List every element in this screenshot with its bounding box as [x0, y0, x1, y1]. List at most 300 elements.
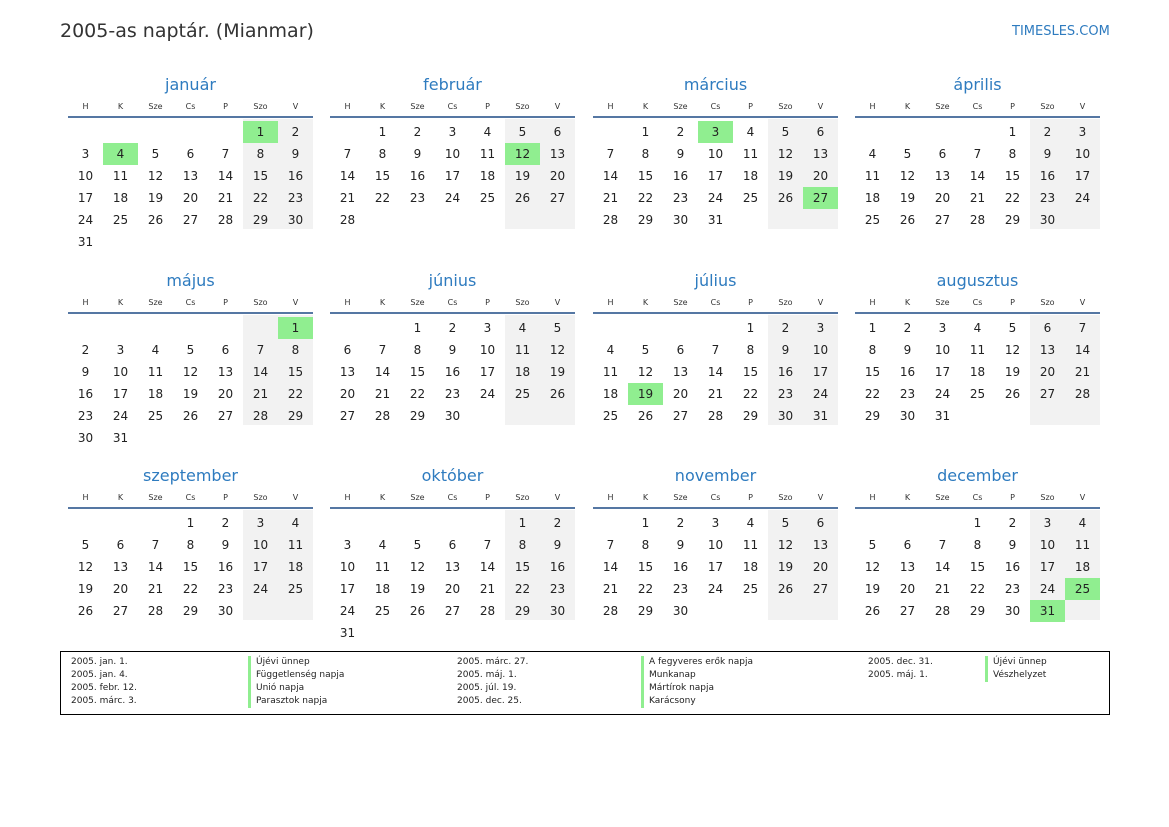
day-cell: 17: [812, 365, 829, 379]
day-cell: 5: [518, 125, 527, 139]
day-cell: 11: [374, 560, 391, 574]
day-cell: 3: [81, 147, 90, 161]
day-cell: 13: [1039, 343, 1056, 357]
day-cell: 24: [339, 604, 356, 618]
day-cell: 29: [742, 409, 759, 423]
month-name: május: [166, 271, 215, 290]
weekday-label: Sze: [410, 102, 425, 111]
month-name: március: [683, 75, 748, 94]
day-cell: 11: [147, 365, 164, 379]
day-cell: 5: [151, 147, 160, 161]
holiday-day-cell: 3: [698, 121, 733, 143]
day-cell: 18: [514, 365, 531, 379]
day-cell: 15: [637, 169, 654, 183]
day-cell: 29: [1004, 213, 1021, 227]
day-cell: 29: [409, 409, 426, 423]
day-cell: 18: [112, 191, 129, 205]
day-cell: 30: [217, 604, 234, 618]
weekday-label: Cs: [710, 298, 721, 307]
day-cell: 5: [553, 321, 562, 335]
weekday-label: Szo: [1040, 102, 1055, 111]
day-cell: 10: [707, 538, 724, 552]
weekday-label: Sze: [673, 102, 688, 111]
day-cell: 14: [1074, 343, 1091, 357]
day-cell: 16: [1039, 169, 1056, 183]
day-cell: 7: [151, 538, 160, 552]
day-cell: 15: [637, 560, 654, 574]
day-cell: 27: [899, 604, 916, 618]
weekday-label: V: [817, 102, 824, 111]
day-cell: 29: [969, 604, 986, 618]
weekday-label: P: [748, 102, 753, 111]
day-cell: 14: [707, 365, 724, 379]
weekday-label: K: [904, 493, 911, 502]
weekday-label: K: [642, 493, 649, 502]
weekday-label: V: [292, 102, 299, 111]
day-cell: 21: [374, 387, 391, 401]
day-cell: 7: [606, 147, 615, 161]
day-cell: 2: [448, 321, 457, 335]
day-cell: 5: [186, 343, 195, 357]
day-cell: 17: [707, 560, 724, 574]
day-cell: 18: [1074, 560, 1091, 574]
day-cell: 17: [252, 560, 269, 574]
weekday-label: Cs: [185, 493, 196, 502]
day-cell: 21: [969, 191, 986, 205]
day-cell: 30: [444, 409, 461, 423]
weekday-label: Szo: [515, 493, 530, 502]
day-cell: 18: [287, 560, 304, 574]
legend-dates-col2: [457, 656, 528, 708]
weekday-label: Sze: [410, 493, 425, 502]
day-cell: 25: [864, 213, 881, 227]
weekday-label: Cs: [710, 102, 721, 111]
day-cell: 22: [1004, 191, 1021, 205]
day-cell: 28: [934, 604, 951, 618]
day-cell: 30: [899, 409, 916, 423]
day-cell: 20: [1039, 365, 1056, 379]
legend-holiday-name: Mártírok napja: [641, 682, 753, 695]
day-cell: 20: [812, 560, 829, 574]
month-divider: [68, 312, 313, 314]
weekday-label: P: [748, 298, 753, 307]
day-cell: 22: [742, 387, 759, 401]
holiday-day-cell: 31: [1030, 600, 1065, 622]
weekday-label: V: [1079, 298, 1086, 307]
weekday-label: Sze: [673, 298, 688, 307]
day-cell: 24: [479, 387, 496, 401]
legend-dates-col1: [71, 656, 137, 708]
day-cell: 1: [641, 125, 650, 139]
day-cell: 21: [707, 387, 724, 401]
day-cell: 30: [777, 409, 794, 423]
day-cell: 30: [1039, 213, 1056, 227]
day-cell: 16: [549, 560, 566, 574]
weekday-label: V: [554, 298, 561, 307]
legend-holiday-name: Újévi ünnep: [248, 656, 344, 669]
day-cell: 17: [707, 169, 724, 183]
day-cell: 1: [186, 516, 195, 530]
day-cell: 12: [409, 560, 426, 574]
day-cell: 12: [549, 343, 566, 357]
day-cell: 26: [77, 604, 94, 618]
weekday-label: Cs: [447, 102, 458, 111]
day-cell: 11: [112, 169, 129, 183]
day-cell: 28: [479, 604, 496, 618]
day-cell: 22: [182, 582, 199, 596]
legend-names-col2: [641, 656, 753, 708]
day-cell: 20: [672, 387, 689, 401]
day-cell: 15: [182, 560, 199, 574]
day-cell: 12: [777, 147, 794, 161]
holiday-day-cell: 1: [243, 121, 278, 143]
day-cell: 11: [602, 365, 619, 379]
day-cell: 13: [444, 560, 461, 574]
weekday-label: H: [82, 102, 89, 111]
day-cell: 8: [641, 538, 650, 552]
legend-date: 2005. dec. 31.: [868, 657, 933, 667]
day-cell: 25: [514, 387, 531, 401]
day-cell: 6: [448, 538, 457, 552]
day-cell: 7: [378, 343, 387, 357]
day-cell: 18: [969, 365, 986, 379]
day-cell: 29: [637, 604, 654, 618]
day-cell: 29: [864, 409, 881, 423]
day-cell: 30: [672, 213, 689, 227]
day-cell: 8: [291, 343, 300, 357]
day-cell: 4: [606, 343, 615, 357]
day-cell: 3: [256, 516, 265, 530]
day-cell: 28: [147, 604, 164, 618]
weekday-header: [68, 493, 313, 505]
day-cell: 18: [374, 582, 391, 596]
day-cell: 11: [287, 538, 304, 552]
day-cell: 21: [217, 191, 234, 205]
month-divider: [330, 312, 575, 314]
weekday-header: [855, 493, 1100, 505]
day-cell: 2: [81, 343, 90, 357]
month-name: december: [937, 466, 1018, 485]
weekday-header: [68, 102, 313, 114]
weekday-label: K: [379, 493, 386, 502]
day-cell: 3: [816, 321, 825, 335]
day-cell: 12: [77, 560, 94, 574]
day-cell: 13: [182, 169, 199, 183]
day-cell: 19: [777, 169, 794, 183]
day-cell: 12: [147, 169, 164, 183]
day-cell: 31: [934, 409, 951, 423]
day-cell: 22: [252, 191, 269, 205]
day-cell: 12: [777, 538, 794, 552]
weekday-label: P: [223, 102, 228, 111]
month-name: január: [165, 75, 216, 94]
day-cell: 25: [742, 191, 759, 205]
day-cell: 16: [672, 560, 689, 574]
day-cell: 10: [479, 343, 496, 357]
day-cell: 17: [112, 387, 129, 401]
weekday-header: [330, 493, 575, 505]
day-cell: 16: [444, 365, 461, 379]
day-cell: 20: [182, 191, 199, 205]
day-cell: 10: [934, 343, 951, 357]
weekday-label: Szo: [778, 298, 793, 307]
day-cell: 30: [549, 604, 566, 618]
day-cell: 21: [1074, 365, 1091, 379]
day-cell: 12: [899, 169, 916, 183]
day-cell: 28: [602, 213, 619, 227]
day-cell: 15: [1004, 169, 1021, 183]
day-cell: 29: [514, 604, 531, 618]
weekday-label: Sze: [935, 102, 950, 111]
day-cell: 2: [221, 516, 230, 530]
holiday-day-cell: 19: [628, 383, 663, 405]
day-cell: 2: [781, 321, 790, 335]
day-cell: 18: [742, 560, 759, 574]
day-cell: 26: [514, 191, 531, 205]
weekday-label: V: [817, 298, 824, 307]
day-cell: 25: [602, 409, 619, 423]
day-cell: 31: [77, 235, 94, 249]
day-cell: 7: [256, 343, 265, 357]
day-cell: 5: [413, 538, 422, 552]
weekday-label: Cs: [972, 102, 983, 111]
weekday-label: K: [379, 298, 386, 307]
day-cell: 2: [1008, 516, 1017, 530]
day-cell: 14: [479, 560, 496, 574]
weekday-label: Sze: [935, 298, 950, 307]
day-cell: 25: [742, 582, 759, 596]
day-cell: 9: [1043, 147, 1052, 161]
day-cell: 14: [339, 169, 356, 183]
legend-holiday-name: Vészhelyzet: [985, 669, 1047, 682]
weekday-label: Cs: [185, 102, 196, 111]
day-cell: 4: [973, 321, 982, 335]
day-cell: 15: [742, 365, 759, 379]
day-cell: 10: [444, 147, 461, 161]
holiday-day-cell: 4: [103, 143, 138, 165]
day-cell: 27: [549, 191, 566, 205]
day-cell: 11: [479, 147, 496, 161]
weekday-label: H: [869, 493, 876, 502]
legend-date: 2005. jan. 1.: [71, 657, 128, 667]
day-cell: 7: [483, 538, 492, 552]
weekday-label: Szo: [1040, 493, 1055, 502]
day-cell: 9: [903, 343, 912, 357]
day-cell: 28: [339, 213, 356, 227]
weekday-label: V: [817, 493, 824, 502]
day-cell: 8: [378, 147, 387, 161]
day-cell: 8: [413, 343, 422, 357]
day-cell: 14: [969, 169, 986, 183]
day-cell: 24: [112, 409, 129, 423]
day-cell: 23: [672, 582, 689, 596]
weekday-label: Szo: [253, 298, 268, 307]
day-cell: 7: [606, 538, 615, 552]
day-cell: 3: [116, 343, 125, 357]
day-cell: 13: [812, 538, 829, 552]
day-cell: 9: [81, 365, 90, 379]
day-cell: 26: [777, 582, 794, 596]
day-cell: 4: [151, 343, 160, 357]
day-cell: 9: [676, 538, 685, 552]
day-cell: 6: [186, 147, 195, 161]
day-cell: 21: [934, 582, 951, 596]
day-cell: 3: [938, 321, 947, 335]
day-cell: 19: [864, 582, 881, 596]
day-cell: 24: [1074, 191, 1091, 205]
day-cell: 15: [252, 169, 269, 183]
day-cell: 8: [641, 147, 650, 161]
brand-link[interactable]: TIMESLES.COM: [1012, 24, 1110, 39]
day-cell: 14: [147, 560, 164, 574]
weekday-label: K: [379, 102, 386, 111]
day-cell: 4: [1078, 516, 1087, 530]
weekday-label: K: [642, 298, 649, 307]
day-cell: 8: [186, 538, 195, 552]
day-cell: 28: [217, 213, 234, 227]
day-cell: 23: [672, 191, 689, 205]
day-cell: 15: [287, 365, 304, 379]
legend-date: 2005. máj. 1.: [457, 670, 517, 680]
day-cell: 26: [409, 604, 426, 618]
day-cell: 15: [374, 169, 391, 183]
day-cell: 7: [221, 147, 230, 161]
weekday-label: P: [223, 298, 228, 307]
day-cell: 13: [899, 560, 916, 574]
weekday-header: [330, 102, 575, 114]
day-cell: 9: [221, 538, 230, 552]
weekday-header: [593, 493, 838, 505]
weekday-label: Cs: [710, 493, 721, 502]
legend-holiday-name: Munkanap: [641, 669, 753, 682]
legend-date: 2005. febr. 12.: [71, 683, 137, 693]
day-cell: 19: [147, 191, 164, 205]
day-cell: 13: [112, 560, 129, 574]
day-cell: 23: [77, 409, 94, 423]
weekday-label: V: [554, 493, 561, 502]
month-name: április: [953, 75, 1002, 94]
day-cell: 3: [483, 321, 492, 335]
day-cell: 31: [707, 213, 724, 227]
month-name: július: [694, 271, 737, 290]
day-cell: 15: [409, 365, 426, 379]
day-cell: 18: [864, 191, 881, 205]
day-cell: 10: [112, 365, 129, 379]
day-cell: 9: [291, 147, 300, 161]
day-cell: 16: [77, 387, 94, 401]
day-cell: 22: [637, 582, 654, 596]
day-cell: 10: [339, 560, 356, 574]
month-divider: [593, 312, 838, 314]
day-cell: 17: [934, 365, 951, 379]
day-cell: 22: [287, 387, 304, 401]
day-cell: 14: [217, 169, 234, 183]
day-cell: 17: [339, 582, 356, 596]
weekday-label: H: [869, 298, 876, 307]
day-cell: 17: [479, 365, 496, 379]
legend-holiday-name: Függetlenség napja: [248, 669, 344, 682]
weekday-label: P: [1010, 298, 1015, 307]
month-divider: [330, 116, 575, 118]
weekday-label: P: [485, 298, 490, 307]
day-cell: 23: [287, 191, 304, 205]
weekday-label: V: [554, 102, 561, 111]
holiday-day-cell: 1: [278, 317, 313, 339]
day-cell: 24: [812, 387, 829, 401]
day-cell: 7: [938, 538, 947, 552]
day-cell: 24: [1039, 582, 1056, 596]
day-cell: 22: [969, 582, 986, 596]
day-cell: 27: [672, 409, 689, 423]
day-cell: 26: [899, 213, 916, 227]
legend-date: 2005. márc. 27.: [457, 657, 529, 667]
day-cell: 3: [448, 125, 457, 139]
weekday-label: H: [344, 102, 351, 111]
weekday-label: Cs: [447, 493, 458, 502]
weekday-label: H: [607, 102, 614, 111]
weekday-label: Cs: [972, 493, 983, 502]
day-cell: 21: [339, 191, 356, 205]
day-cell: 4: [291, 516, 300, 530]
day-cell: 11: [514, 343, 531, 357]
day-cell: 26: [182, 409, 199, 423]
day-cell: 7: [343, 147, 352, 161]
holiday-day-cell: 27: [803, 187, 838, 209]
weekday-label: Szo: [778, 493, 793, 502]
day-cell: 20: [934, 191, 951, 205]
weekday-label: Cs: [185, 298, 196, 307]
month-divider: [855, 116, 1100, 118]
weekday-label: V: [292, 493, 299, 502]
legend-holiday-name: A fegyveres erők napja: [641, 656, 753, 669]
legend-dates-col3: [868, 656, 933, 682]
weekday-label: P: [1010, 493, 1015, 502]
day-cell: 24: [444, 191, 461, 205]
day-cell: 7: [711, 343, 720, 357]
weekday-header: [68, 298, 313, 310]
day-cell: 23: [1039, 191, 1056, 205]
day-cell: 15: [864, 365, 881, 379]
month-name: augusztus: [936, 271, 1019, 290]
day-cell: 27: [339, 409, 356, 423]
day-cell: 10: [1074, 147, 1091, 161]
weekday-label: K: [117, 298, 124, 307]
weekday-label: P: [485, 102, 490, 111]
day-cell: 24: [934, 387, 951, 401]
day-cell: 26: [147, 213, 164, 227]
day-cell: 7: [973, 147, 982, 161]
day-cell: 6: [816, 516, 825, 530]
day-cell: 16: [1004, 560, 1021, 574]
day-cell: 5: [81, 538, 90, 552]
day-cell: 6: [553, 125, 562, 139]
day-cell: 26: [864, 604, 881, 618]
day-cell: 9: [1008, 538, 1017, 552]
day-cell: 25: [287, 582, 304, 596]
day-cell: 24: [252, 582, 269, 596]
weekday-label: K: [117, 493, 124, 502]
weekday-label: Szo: [253, 102, 268, 111]
day-cell: 28: [602, 604, 619, 618]
day-cell: 25: [479, 191, 496, 205]
day-cell: 16: [287, 169, 304, 183]
weekday-label: K: [117, 102, 124, 111]
weekday-label: H: [344, 298, 351, 307]
weekday-label: Sze: [148, 298, 163, 307]
month-divider: [330, 507, 575, 509]
weekday-header: [593, 298, 838, 310]
day-cell: 16: [217, 560, 234, 574]
